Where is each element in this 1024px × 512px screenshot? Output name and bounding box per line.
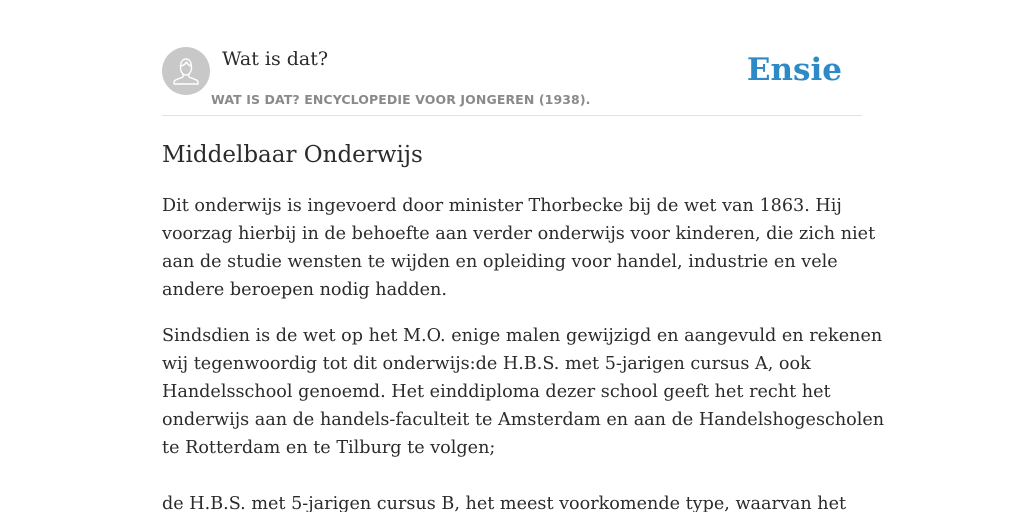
avatar[interactable] [162, 47, 210, 95]
brand-logo[interactable]: Ensie [746, 52, 842, 88]
source-subtitle[interactable]: WAT IS DAT? ENCYCLOPEDIE VOOR JONGEREN (1938). [211, 92, 591, 107]
source-title[interactable]: Wat is dat? [222, 48, 329, 70]
article-body [162, 192, 885, 512]
paragraph-line: andere beroepen nodig hadden. [162, 280, 447, 300]
user-icon [162, 47, 210, 95]
article-title: Middelbaar Onderwijs [162, 142, 423, 168]
paragraph [162, 322, 885, 512]
paragraph-line: de H.B.S. met 5-jarigen cursus B, het meest voorkomende type, waarvan het [162, 494, 847, 512]
paragraph-line: Handelsschool genoemd. Het einddiploma dezer school geeft het recht het [162, 382, 831, 402]
paragraph-line: Dit onderwijs is ingevoerd door minister Thorbecke bij de wet van 1863. Hij [162, 196, 842, 216]
paragraph-line: voorzag hierbij in de behoefte aan verder onderwijs voor kinderen, die zich niet [162, 224, 876, 244]
paragraph [162, 192, 876, 304]
source-header [162, 46, 862, 116]
paragraph-break [162, 462, 862, 490]
paragraph-line: te Rotterdam en te Tilburg te volgen; [162, 438, 496, 458]
paragraph-line: onderwijs aan de handels-faculteit te Amsterdam en aan de Handelshogescholen [162, 410, 885, 430]
paragraph-line: aan de studie wensten te wijden en opleiding voor handel, industrie en vele [162, 252, 838, 272]
paragraph-line: Sindsdien is de wet op het M.O. enige malen gewijzigd en aangevuld en rekenen [162, 326, 883, 346]
paragraph-line: wij tegenwoordig tot dit onderwijs:de H.B.S. met 5-jarigen cursus A, ook [162, 354, 811, 374]
